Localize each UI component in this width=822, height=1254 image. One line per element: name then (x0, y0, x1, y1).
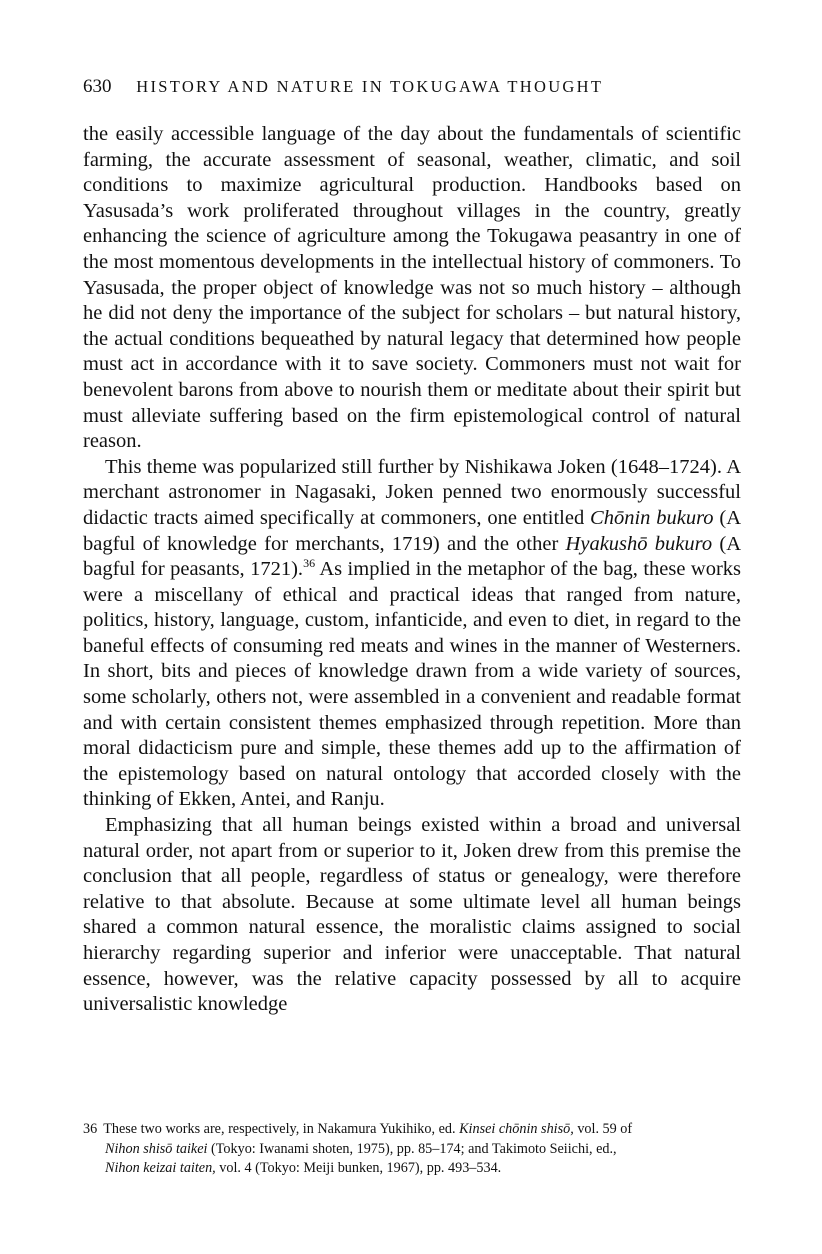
footnote-title-nihon-keizai: Nihon keizai taiten, (105, 1160, 216, 1176)
paragraph-2-text-c: (A bagful for peasants, 1721). (83, 532, 741, 581)
footnote-text-2: vol. 59 of (573, 1121, 633, 1137)
main-text (83, 122, 741, 1018)
running-header (83, 76, 743, 98)
work-title-hyakusho-bukuro: Hyakushō bukuro (565, 532, 713, 555)
footnote-line-2 (83, 1140, 743, 1160)
footnote-title-kinsei: Kinsei chōnin shisō, (459, 1121, 574, 1137)
paragraph-2-text-b: (A bagful of knowledge for merchants, 1719) and the other (83, 506, 741, 555)
footnote-text-3: (Tokyo: Iwanami shoten, 1975), pp. 85–174; and Takimoto Seiichi, ed., (207, 1140, 617, 1157)
paragraph-3: Emphasizing that all human beings existed within a broad and universal natural order, not apart from or superior to it, Joken drew from this premise the conclusion that all people, regardless of status or genealogy, were therefore relative to that absolute. Because at some ultimate level all human beings shared a common natural essence, the moralistic claims assigned to social hierarchy regarding superior and inferior were unacceptable. That natural essence, however, was the relative capacity possessed by all to acquire universalistic knowledge (83, 814, 741, 1016)
paragraph-2-text-a: This theme was popularized still further by Nishikawa Joken (1648–1724). A merchant astronomer in Nagasaki, Joken penned two enormously successful didactic tracts aimed specifically at commoners, one entitled (83, 455, 741, 529)
footnote-ref-36[interactable]: 36 (303, 556, 316, 571)
paragraph-2-text-d: As implied in the metaphor of the bag, these works were a miscellany of ethical and practical ideas that ranged from nature, politics, history, language, custom, infanticide, and even to diet, in regard to the baneful effects of consuming red meats and wines in the manner of Westerners. In short, bits and pieces of knowledge drawn from a wide variety of sources, some scholarly, others not, were assembled in a convenient and readable format and with certain consistent themes emphasized through repetition. More than moral didacticism pure and simple, these themes add up to the affirmation of the epistemology based on natural ontology that accorded closely with the thinking of Ekken, Antei, and Ranju. (83, 558, 741, 811)
footnote-number: 36 (83, 1121, 98, 1137)
page-number: 630 (83, 76, 112, 97)
footnote-text-1: These two works are, respectively, in Nakamura Yukihiko, ed. (103, 1121, 460, 1137)
footnote-line-1 (83, 1120, 743, 1140)
footnote-36 (83, 1120, 743, 1179)
footnote-title-nihon-shiso: Nihon shisō taikei (105, 1140, 208, 1157)
running-title: HISTORY AND NATURE IN TOKUGAWA THOUGHT (136, 77, 604, 96)
paragraph-2 (83, 455, 741, 813)
work-title-chonin-bukuro: Chōnin bukuro (590, 506, 714, 529)
paragraph-1: the easily accessible language of the day about the fundamentals of scientific farming, the accurate assessment of seasonal, weather, climatic, and soil conditions to maximize agricultural production. Handbooks based on Yasusada’s work proliferated throughout villages in the country, greatly enhancing the science of agriculture among the Tokugawa peasantry in one of the most momentous developments in the intellectual history of commoners. To Yasusada, the proper object of knowledge was not so much history – although he did not deny the importance of the subject for scholars – but natural history, the actual conditions bequeathed by natural legacy that determined how people must act in accordance with it to save society. Commoners must not wait for benevolent barons from above to nourish them or meditate about their spirit but must alleviate suffering based on the firm epistemological control of natural reason. (83, 123, 741, 453)
footnote-line-3 (83, 1159, 743, 1179)
footnote-text-4: vol. 4 (Tokyo: Meiji bunken, 1967), pp. 493–534. (215, 1160, 502, 1176)
